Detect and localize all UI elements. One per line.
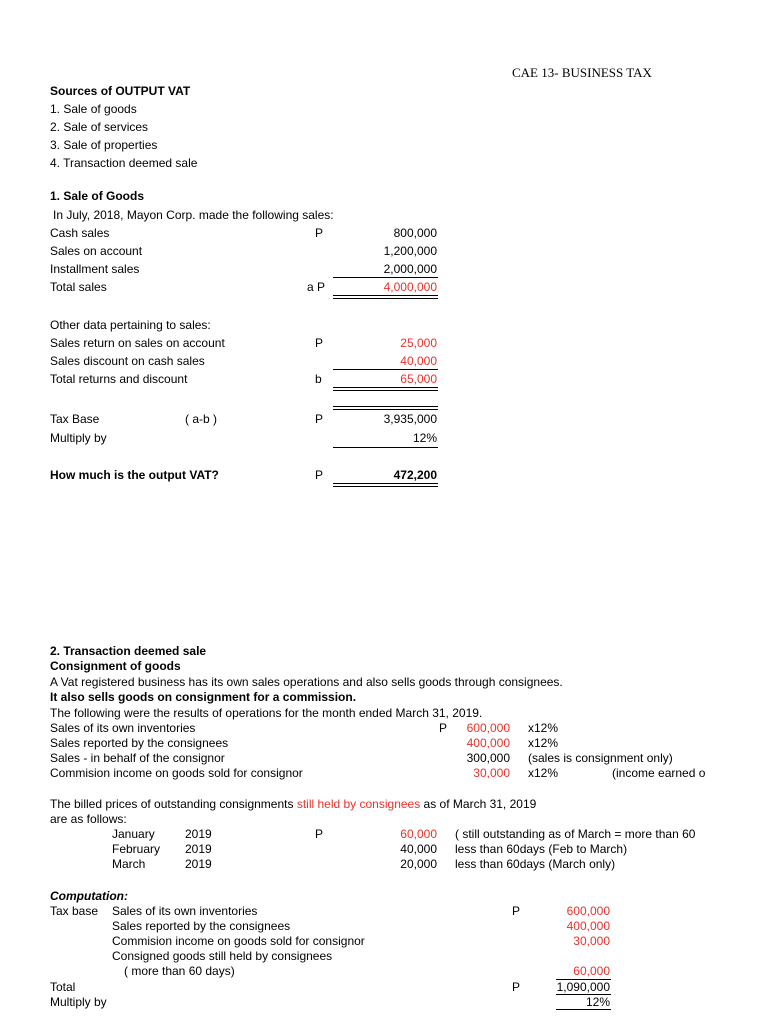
total-rule xyxy=(333,486,438,487)
row-label: Sales on account xyxy=(50,244,143,258)
year-label: 2019 xyxy=(185,827,212,841)
month-amount: 40,000 xyxy=(400,842,437,856)
row-amount: 400,000 xyxy=(466,736,510,750)
billed-prices-text: are as follows: xyxy=(50,812,127,826)
total-rule xyxy=(333,390,438,391)
total-rule xyxy=(333,387,438,388)
computation-title: Computation: xyxy=(50,889,128,903)
tax-base-label: Tax base xyxy=(50,904,99,918)
row-label: Commision income on goods sold for consignor xyxy=(112,934,365,948)
row-label: Sales discount on cash sales xyxy=(50,354,205,368)
peso-marker: P xyxy=(315,827,324,841)
a-marker: a P xyxy=(307,280,326,294)
output-vat-question: How much is the output VAT? xyxy=(50,468,219,482)
other-data-title: Other data pertaining to sales: xyxy=(50,318,211,332)
month-amount: 20,000 xyxy=(400,857,437,871)
row-label: Commision income on goods sold for consignor xyxy=(50,766,303,780)
multiply-label: Multiply by xyxy=(50,431,107,445)
total-rule xyxy=(333,295,438,296)
row-label: Sales reported by the consignees xyxy=(50,736,229,750)
row-note: x12% xyxy=(528,736,559,750)
row-label: Sales reported by the consignees xyxy=(112,919,291,933)
month-note: ( still outstanding as of March = more than 60 xyxy=(455,827,696,841)
total-sales-amount: 4,000,000 xyxy=(383,280,437,294)
row-label: Cash sales xyxy=(50,226,110,240)
month-amount: 60,000 xyxy=(400,827,437,841)
month-note: less than 60days (Feb to March) xyxy=(455,842,628,856)
row-amount: 30,000 xyxy=(473,766,510,780)
multiply-label: Multiply by xyxy=(50,995,107,1009)
year-label: 2019 xyxy=(185,857,212,871)
year-label: 2019 xyxy=(185,842,212,856)
deemed-sale-title: 2. Transaction deemed sale xyxy=(50,644,207,658)
row-amount: 400,000 xyxy=(566,919,610,933)
row-amount: 1,200,000 xyxy=(383,244,437,258)
row-amount: 40,000 xyxy=(400,354,437,368)
output-vat-amount: 472,200 xyxy=(393,468,437,482)
row-label: Sales - in behalf of the consignor xyxy=(50,751,225,765)
row-amount: 300,000 xyxy=(466,751,510,765)
month-label: January xyxy=(112,827,155,841)
row-label: Consigned goods still held by consignees xyxy=(112,949,333,963)
month-label: March xyxy=(112,857,146,871)
tax-base-rule xyxy=(333,406,438,407)
source-item: 4. Transaction deemed sale xyxy=(50,156,198,170)
total-amount: 1,090,000 xyxy=(556,980,610,994)
sale-of-goods-title: 1. Sale of Goods xyxy=(50,189,145,203)
total-label: Total xyxy=(50,980,76,994)
multiply-rate: 12% xyxy=(412,431,437,445)
peso-marker: P xyxy=(315,336,324,350)
row-amount: 600,000 xyxy=(466,721,510,735)
multiply-rate: 12% xyxy=(585,995,610,1009)
sources-title: Sources of OUTPUT VAT xyxy=(50,84,191,98)
peso-marker: P xyxy=(439,721,448,735)
row-amount: 2,000,000 xyxy=(383,262,437,276)
row-amount: 600,000 xyxy=(566,904,610,918)
total-returns-amount: 65,000 xyxy=(400,372,437,386)
description-bold: It also sells goods on consignment for a commission. xyxy=(50,690,357,704)
description: A Vat registered business has its own sales operations and also sells goods through consignees. xyxy=(50,675,563,689)
peso-marker: P xyxy=(315,226,324,240)
row-amount: 25,000 xyxy=(400,336,437,350)
subtotal-rule xyxy=(333,277,438,278)
course-header: CAE 13- BUSINESS TAX xyxy=(512,65,652,80)
rate-rule xyxy=(333,447,438,448)
source-item: 2. Sale of services xyxy=(50,120,149,134)
row-amount: 30,000 xyxy=(573,934,610,948)
row-note: (sales is consignment only) xyxy=(528,751,673,765)
b-marker: b xyxy=(315,372,322,386)
month-note: less than 60days (March only) xyxy=(455,857,616,871)
tax-base-label: Tax Base xyxy=(50,412,100,426)
description: The following were the results of operations for the month ended March 31, 2019. xyxy=(50,706,483,720)
peso-marker: P xyxy=(315,468,324,482)
rate-rule xyxy=(556,1009,611,1010)
row-label: Total sales xyxy=(50,280,107,294)
tax-base-rule xyxy=(333,409,438,410)
row-label: Sales return on sales on account xyxy=(50,336,225,350)
subtotal-rule xyxy=(333,369,438,370)
consignment-subtitle: Consignment of goods xyxy=(50,659,181,673)
source-item: 1. Sale of goods xyxy=(50,102,137,116)
row-label: Sales of its own inventories xyxy=(50,721,196,735)
row-amount: 60,000 xyxy=(573,964,610,978)
peso-marker: P xyxy=(512,904,521,918)
total-rule xyxy=(333,298,438,299)
billed-prices-text: The billed prices of outstanding consignments still held by consignees as of March 31, 2019 xyxy=(50,797,537,811)
month-label: February xyxy=(112,842,161,856)
row-note: x12% xyxy=(528,721,559,735)
row-note: x12% xyxy=(528,766,559,780)
row-label: Total returns and discount xyxy=(50,372,188,386)
total-rule xyxy=(333,483,438,484)
row-amount: 800,000 xyxy=(393,226,437,240)
tax-base-formula: ( a-b ) xyxy=(185,412,218,426)
row-label: Sales of its own inventories xyxy=(112,904,258,918)
peso-marker: P xyxy=(512,980,521,994)
row-extra-note: (income earned o xyxy=(612,766,706,780)
peso-marker: P xyxy=(315,412,324,426)
row-label: ( more than 60 days) xyxy=(124,964,235,978)
source-item: 3. Sale of properties xyxy=(50,138,158,152)
tax-base-amount: 3,935,000 xyxy=(383,412,437,426)
sale-of-goods-intro: In July, 2018, Mayon Corp. made the following sales: xyxy=(53,208,334,222)
row-label: Installment sales xyxy=(50,262,140,276)
